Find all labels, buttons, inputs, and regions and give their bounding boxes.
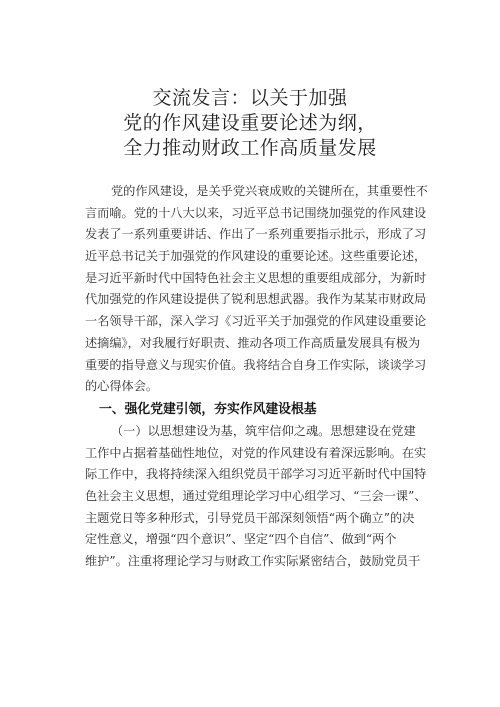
- document-title: [0, 86, 500, 161]
- document-body: [85, 181, 437, 573]
- intro-paragraph-line: 党的作风建设，是关乎党兴衰成败的关键所在，其重要性不: [111, 184, 428, 198]
- section-paragraph-line: 际工作中，我将持续深入组织党员干部学习习近平新时代中国特: [85, 467, 427, 482]
- intro-paragraph-line: 的心得体会。: [85, 379, 159, 394]
- section-paragraph-line: 维护”。注重将理论学习与财政工作实际紧密结合，鼓励党员干: [85, 554, 421, 568]
- intro-paragraph-line: 近平总书记关于加强党的作风建设的重要论述。这些重要论述，: [85, 249, 427, 264]
- intro-paragraph-line: 一名领导干部，深入学习《习近平关于加强党的作风建设重要论: [85, 314, 427, 329]
- section-heading: 一、强化党建引领，夯实作风建设根基: [99, 401, 317, 417]
- title-line: 全力推动财政工作高质量发展: [123, 137, 377, 159]
- intro-paragraph-line: 述摘编》，对我履行好职责、推动各项工作高质量发展具有极为: [85, 335, 421, 350]
- title-line: 交流发言：以关于加强: [152, 87, 348, 109]
- section-paragraph-line: 主题党日等多种形式，引导党员干部深刻领悟“两个确立”的决: [85, 510, 415, 525]
- section-paragraph-line: （一）以思想建设为基，筑牢信仰之魂。思想建设在党建: [111, 423, 416, 438]
- section-paragraph-line: 定性意义，增强“四个意识”、坚定“四个自信”、做到“两个: [85, 532, 397, 547]
- section-paragraph-line: 色社会主义思想，通过党组理论学习中心组学习、“三会一课”、: [85, 488, 427, 503]
- intro-paragraph-line: 重要的指导意义与现实价值。我将结合自身工作实际，谈谈学习: [85, 357, 427, 372]
- intro-paragraph-line: 是习近平新时代中国特色社会主义思想的重要组成部分，为新时: [85, 270, 427, 285]
- title-line: 党的作风建设重要论述为纲，: [123, 112, 377, 134]
- intro-paragraph-line: 发表了一系列重要讲话、作出了一系列重要指示批示，形成了习: [85, 227, 427, 242]
- intro-paragraph-line: 言而喻。党的十八大以来，习近平总书记围绕加强党的作风建设: [85, 205, 427, 220]
- section-paragraph-line: 工作中占据着基础性地位，对党的作风建设有着深远影响。在实: [85, 445, 427, 460]
- intro-paragraph-line: 代加强党的作风建设提供了锐利思想武器。我作为某某市财政局: [85, 292, 427, 307]
